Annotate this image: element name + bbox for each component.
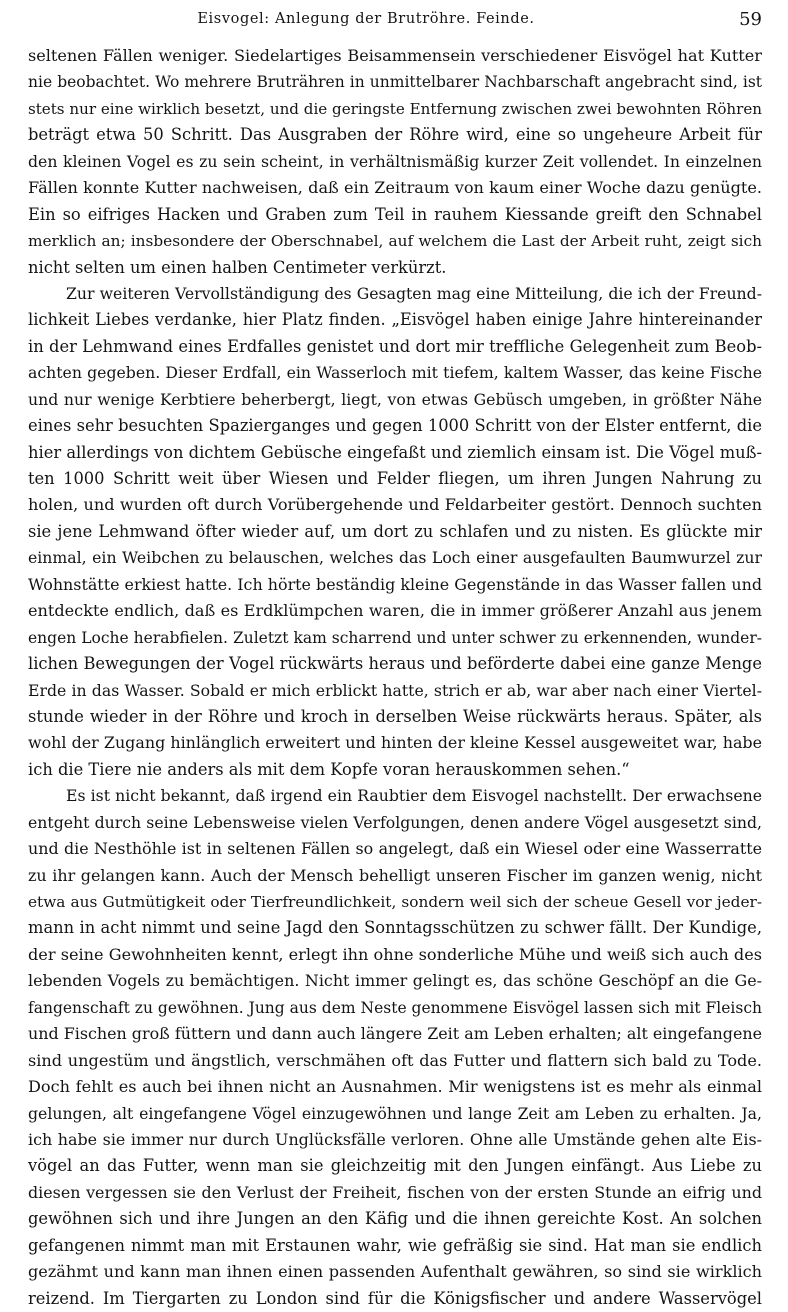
text-line: Es ist nicht bekannt, daß irgend ein Raubtier dem Eisvogel nachstellt. Der erwachsene [66,786,762,806]
body-text [28,43,762,1312]
text-line: achten gegeben. Dieser Erdfall, ein Wasserloch mit tiefem, kaltem Wasser, das keine Fische [28,363,762,383]
text-line: holen, und wurden oft durch Vorübergehende und Feldarbeiter gestört. Dennoch suchten [28,495,762,515]
text-line: diesen vergessen sie den Verlust der Freiheit, fischen von der ersten Stunde an eifrig und [28,1182,762,1202]
text-line: seltenen Fällen weniger. Siedelartiges Beisammensein verschiedener Eisvögel hat Kutter [28,46,762,65]
text-line: gelungen, alt eingefangene Vögel einzugewöhnen und lange Zeit am Leben zu erhalten. Ja, [28,1103,762,1123]
text-line: nicht selten um einen halben Centimeter verkürzt. [28,257,447,277]
running-head [28,6,764,32]
text-line: entgeht durch seine Lebensweise vielen Verfolgungen, denen andere Vögel ausgesetzt sind, [28,812,762,832]
text-line: Doch fehlt es auch bei ihnen nicht an Ausnahmen. Mir wenigstens ist es mehr als einmal [28,1077,762,1097]
page-number: 59 [739,9,762,30]
text-line: gezähmt und kann man ihnen einen passenden Aufenthalt gewähren, so sind sie wirklich [28,1262,762,1282]
text-line: der seine Gewohnheiten kennt, erlegt ihn ohne sonderliche Mühe und weiß sich auch des [28,944,762,964]
text-line: sie jene Lehmwand öfter wieder auf, um dort zu schlafen und zu nisten. Es glückte mir [28,521,762,541]
running-title: Eisvogel: Anlegung der Brutröhre. Feinde. [197,11,535,27]
text-line: sind ungestüm und ängstlich, verschmähen oft das Futter und flattern sich bald zu Tode. [28,1050,762,1070]
text-line: lichkeit Liebes verdanke, hier Platz finden. „Eisvögel haben einige Jahre hintereinander [28,310,762,330]
text-line: gefangenen nimmt man mit Erstaunen wahr, wie gefräßig sie sind. Hat man sie endlich [28,1235,762,1255]
text-line: reizend. Im Tiergarten zu London sind für die Königsfischer und andere Wasservögel [28,1288,762,1308]
text-line: fangenschaft zu gewöhnen. Jung aus dem Neste genommene Eisvögel lassen sich mit Fleisch [28,998,762,1017]
text-line: einmal, ein Weibchen zu belauschen, welches das Loch einer ausgefaulten Baumwurzel zur [28,548,762,568]
text-line: ich die Tiere nie anders als mit dem Kopfe voran herauskommen sehen.“ [28,759,630,779]
text-line: etwa aus Gutmütigkeit oder Tierfreundlichkeit, sondern weil sich der scheue Gesell vor jeder- [28,893,762,911]
text-line: Zur weiteren Vervollständigung des Gesagten mag eine Mitteilung, die ich der Freund- [66,283,762,303]
text-line: Wohnstätte erkiest hatte. Ich hörte beständig kleine Gegenstände in das Wasser fallen und [28,574,762,594]
text-line: mann in acht nimmt und seine Jagd den Sonntagsschützen zu schwer fällt. Der Kundige, [28,918,762,938]
text-line: lebenden Vogels zu bemächtigen. Nicht immer gelingt es, das schöne Geschöpf an die Ge- [28,971,762,991]
text-line: gewöhnen sich und ihre Jungen an den Käfig und die ihnen gereichte Kost. An solchen [28,1209,762,1229]
text-line: engen Loche herabfielen. Zuletzt kam scharrend und unter schwer zu erkennenden, wunder- [28,628,762,647]
text-line: nie beobachtet. Wo mehrere Bruträhren in unmittelbarer Nachbarschaft angebracht sind, ist [28,73,762,92]
text-line: zu ihr gelangen kann. Auch der Mensch behelligt unseren Fischer im ganzen wenig, nicht [28,865,762,885]
text-line: stunde wieder in der Röhre und kroch in derselben Weise rückwärts heraus. Später, als [28,706,762,726]
text-line: Erde in das Wasser. Sobald er mich erblickt hatte, strich er ab, war aber nach einer Viertel- [28,680,762,700]
text-line: vögel an das Futter, wenn man sie gleichzeitig mit den Jungen einfängt. Aus Liebe zu [28,1156,762,1176]
text-line: ten 1000 Schritt weit über Wiesen und Felder fliegen, um ihren Jungen Nahrung zu [28,469,762,488]
text-line: hier allerdings von dichtem Gebüsche eingefaßt und ziemlich einsam ist. Die Vögel muß- [28,442,762,462]
text-line: und die Nesthöhle ist in seltenen Fällen so angelegt, daß ein Wiesel oder eine Wasserratte [28,839,762,859]
text-line: und Fischen groß füttern und dann auch längere Zeit am Leben erhalten; alt eingefangene [28,1024,762,1044]
text-line: den kleinen Vogel es zu sein scheint, in verhältnismäßig kurzer Zeit vollendet. In einzelnen [28,151,762,171]
text-line: und nur wenige Kerbtiere beherbergt, liegt, von etwas Gebüsch umgeben, in größter Nähe [28,389,762,409]
text-line: ich habe sie immer nur durch Unglücksfälle verloren. Ohne alle Umstände gehen alte Eis- [28,1129,762,1149]
text-line: stets nur eine wirklich besetzt, und die geringste Entfernung zwischen zwei bewohnten Röhren [28,99,762,118]
text-line: lichen Bewegungen der Vogel rückwärts heraus und beförderte dabei eine ganze Menge [28,654,762,674]
text-line: Ein so eifriges Hacken und Graben zum Teil in rauhem Kiessande greift den Schnabel [28,204,762,224]
text-line: entdeckte endlich, daß es Erdklümpchen waren, die in immer größerer Anzahl aus jenem [28,601,762,621]
text-line: Fällen konnte Kutter nachweisen, daß ein Zeitraum von kaum einer Woche dazu genügte. [28,178,762,198]
text-line: beträgt etwa 50 Schritt. Das Ausgraben der Röhre wird, eine so ungeheure Arbeit für [28,125,762,145]
text-line: eines sehr besuchten Spazierganges und gegen 1000 Schritt von der Elster entfernt, die [28,416,762,436]
text-line: in der Lehmwand eines Erdfalles genistet und dort mir treffliche Gelegenheit zum Beob- [28,336,762,356]
text-line: wohl der Zugang hinlänglich erweitert und hinten der kleine Kessel ausgeweitet war, habe [28,733,762,753]
text-line: merklich an; insbesondere der Oberschnabel, auf welchem die Last der Arbeit ruht, zeigt sich [28,232,762,251]
